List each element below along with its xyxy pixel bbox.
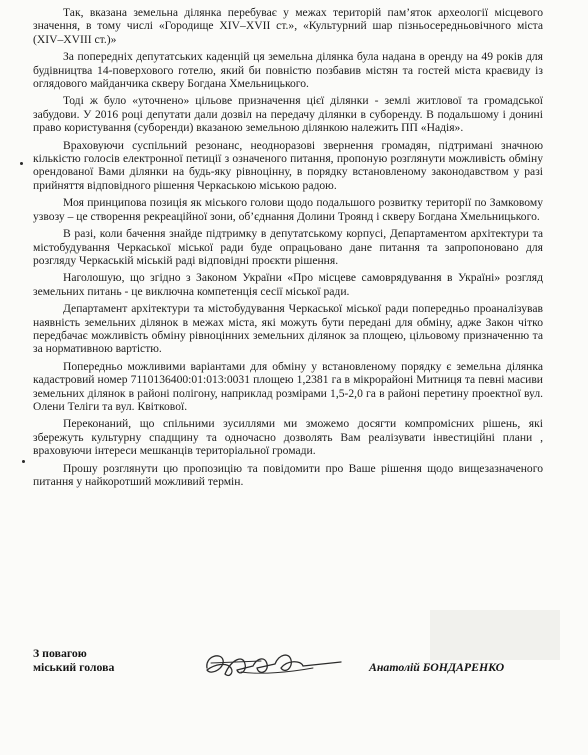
- margin-mark: [22, 460, 25, 463]
- letter-body: [33, 6, 543, 492]
- paragraph: Моя принципова позиція як міського голови щодо подальшого розвитку території по Замковому узвозу – це створення рекреаційної зони, об’єднання Долини Троянд і скверу Богдана Хмельницького.: [33, 196, 543, 223]
- handwritten-signature: [201, 646, 351, 682]
- signature-block: [33, 646, 553, 686]
- paragraph: Департамент архітектури та містобудування Черкаської міської ради попередньо проаналізував наявність земельних ділянок в межах міста, які можуть бути передані для обміну, адже Закон чітко передбачає можливість обміну рівноцінних земельних ділянок за площею, цільовому призначенню та за нормативною вартістю.: [33, 302, 543, 356]
- margin-mark: [20, 162, 23, 165]
- paragraph: За попередніх депутатських каденцій ця земельна ділянка була надана в оренду на 49 років для будівництва 14-поверхового готелю, який би повністю позбавив містян та гостей міста краєвиду із оглядового майданчика скверу Богдана Хмельницького.: [33, 50, 543, 91]
- closing-greeting: З повагою: [33, 646, 87, 660]
- paragraph: Враховуючи суспільний резонанс, неодноразові звернення громадян, підтримані значною кількістю голосів електронної петиції з означеного питання, пропоную розглянути можливість обміну орендованої Вами ділянки на будь-яку рівноцінну, в порядку встановленому законодавством у разі прийняття відповідного рішення Черкаською міською радою.: [33, 138, 543, 192]
- paragraph: Тоді ж було «уточнено» цільове призначення цієї ділянки - землі житлової та громадської забудови. У 2016 році депутати дали дозвіл на передачу ділянки в суборенду. В подальшому і донині право користування (суборенди) вказаною земельною ділянкою належить ПП «Надія».: [33, 94, 543, 135]
- paragraph: Так, вказана земельна ділянка перебуває у межах територій пам’яток археології місцевого значення, в тому числі «Городище XIV–XVII ст.», «Культурний шар пізньосередньовічного міста (XIV–XVIII ст.)»: [33, 6, 543, 46]
- paragraph: Попередньо можливими варіантами для обміну у встановленому порядку є земельна ділянка кадастровий номер 7110136400:01:013:0031 площею 1,2381 га в мікрорайоні Митниця та певні масиви земельних ділянок в районі полігону, наприклад розмірами 1,5-2,0 га в районі перетину проектної вул. Олени Теліги та вул. Квіткової.: [33, 359, 543, 413]
- signer-name: Анатолій БОНДАРЕНКО: [369, 660, 505, 674]
- closing: [33, 646, 114, 674]
- closing-position: міський голова: [33, 660, 115, 674]
- paragraph: Переконаний, що спільними зусиллями ми зможемо досягти компромісних рішень, які збережуть культурну спадщину та одночасно дозволять Вам реалізувати інвестиційні плани , враховуючи інтереси мешканців територіальної громади.: [33, 417, 543, 458]
- paragraph: Наголошую, що згідно з Законом України «Про місцеве самоврядування в Україні» розгляд земельних питань - це виключна компетенція сесії міської ради.: [33, 271, 543, 298]
- paragraph: Прошу розглянути цю пропозицію та повідомити про Ваше рішення щодо вищезазначеного питання у найкоротший можливий термін.: [33, 461, 543, 488]
- paragraph: В разі, коли бачення знайде підтримку в депутатському корпусі, Департаментом архітектури та містобудування Черкаської міської ради буде опрацьовано дане питання та запропоновано для розгляду Черкаській міській раді відповідні проєкти рішення.: [33, 227, 543, 267]
